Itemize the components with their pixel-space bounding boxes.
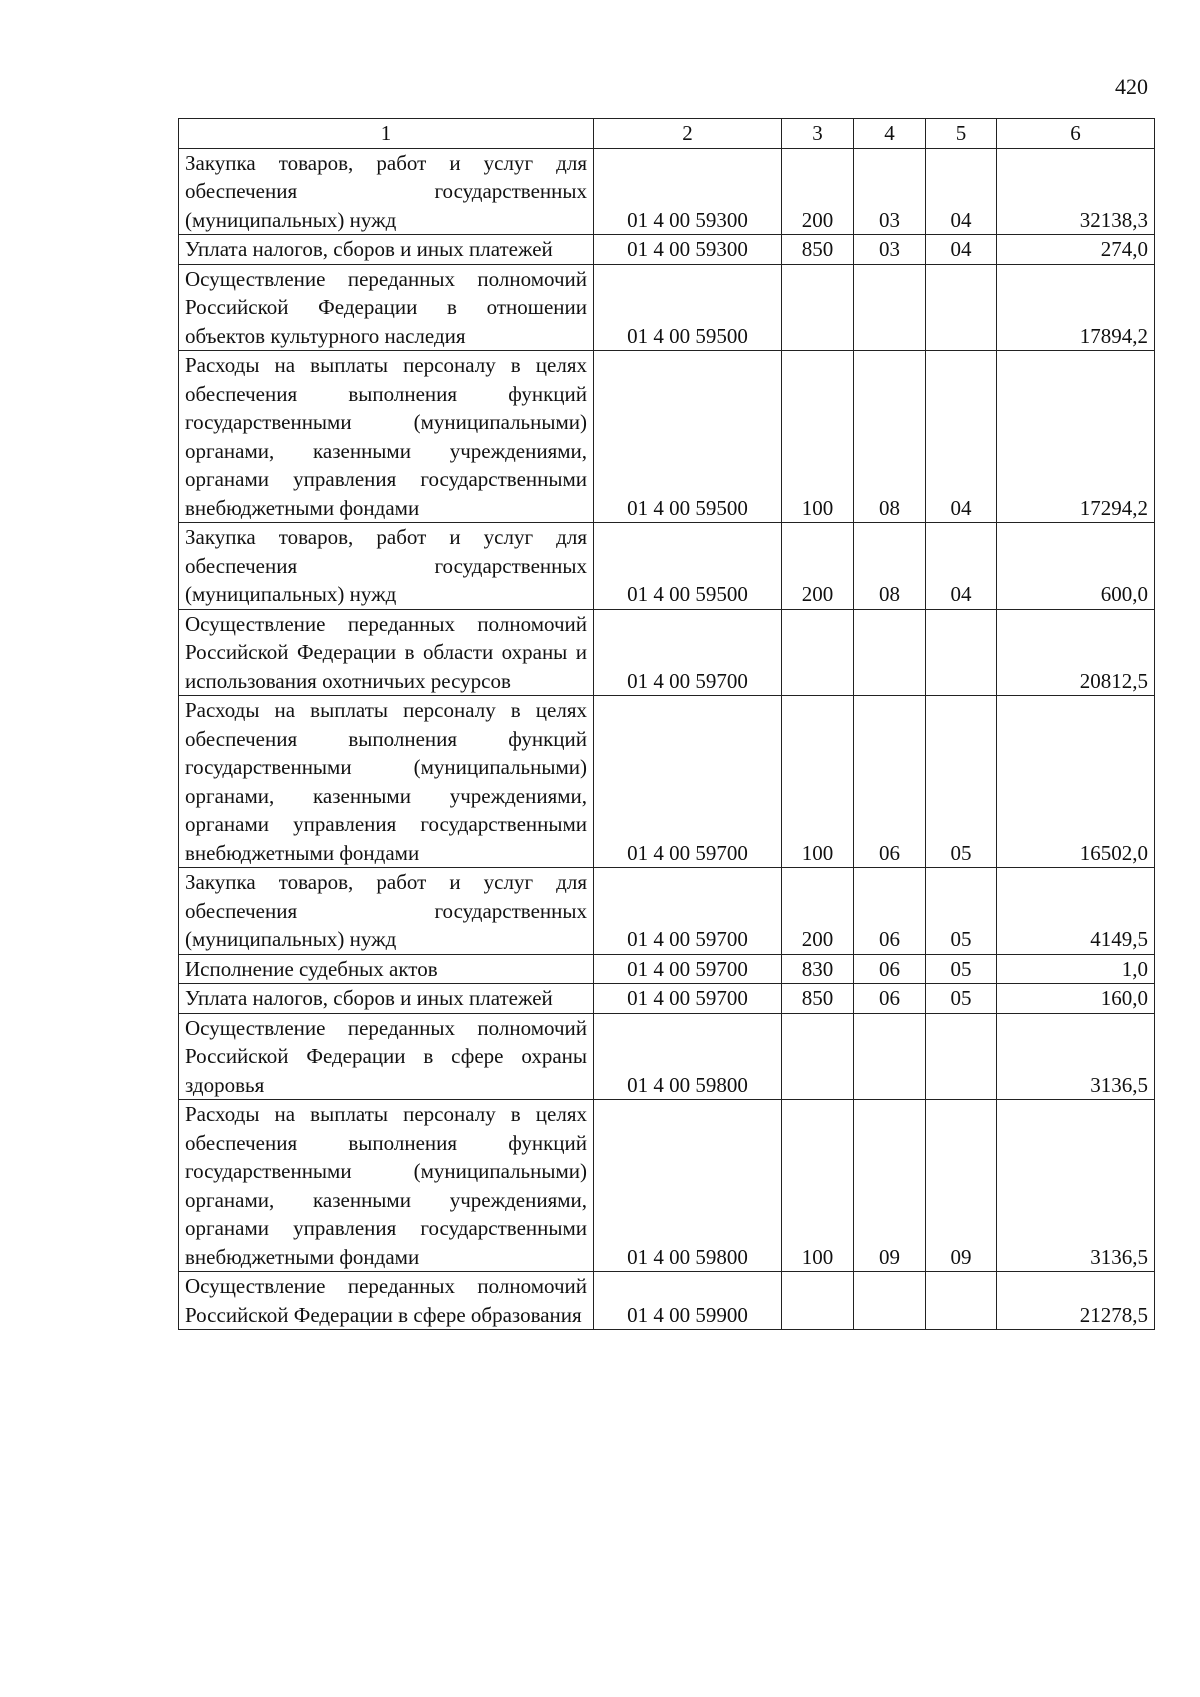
table-row (179, 1100, 1155, 1272)
subsection-cell: 09 (926, 1100, 997, 1272)
amount-cell: 3136,5 (997, 1100, 1155, 1272)
table-row (179, 1272, 1155, 1330)
target-code-cell: 01 4 00 59500 (594, 523, 782, 610)
section-cell: 09 (854, 1100, 926, 1272)
subsection-cell: 05 (926, 696, 997, 868)
expense-type-cell: 200 (782, 868, 854, 955)
subsection-cell: 05 (926, 868, 997, 955)
target-code-cell: 01 4 00 59800 (594, 1013, 782, 1100)
subsection-cell: 04 (926, 351, 997, 523)
table-row (179, 1013, 1155, 1100)
amount-cell: 1,0 (997, 954, 1155, 984)
expense-type-cell: 100 (782, 696, 854, 868)
section-cell (854, 1272, 926, 1330)
section-cell (854, 609, 926, 696)
table-row (179, 523, 1155, 610)
amount-cell: 17894,2 (997, 264, 1155, 351)
expense-type-cell: 200 (782, 523, 854, 610)
table-row (179, 148, 1155, 235)
description-cell: Осуществление переданных полномочий Российской Федерации в отношении объектов культурного наследия (179, 264, 594, 351)
expense-type-cell: 850 (782, 984, 854, 1014)
subsection-cell: 04 (926, 523, 997, 610)
section-cell: 03 (854, 235, 926, 265)
description-cell: Расходы на выплаты персоналу в целях обеспечения выполнения функций государственными (муниципальными) органами, казенными учреждениями, органами управления государственными внебюджетными фондами (179, 696, 594, 868)
amount-cell: 600,0 (997, 523, 1155, 610)
target-code-cell: 01 4 00 59500 (594, 264, 782, 351)
target-code-cell: 01 4 00 59900 (594, 1272, 782, 1330)
expense-type-cell: 830 (782, 954, 854, 984)
target-code-cell: 01 4 00 59700 (594, 868, 782, 955)
amount-cell: 274,0 (997, 235, 1155, 265)
expense-type-cell: 100 (782, 1100, 854, 1272)
description-cell: Расходы на выплаты персоналу в целях обеспечения выполнения функций государственными (муниципальными) органами, казенными учреждениями, органами управления государственными внебюджетными фондами (179, 351, 594, 523)
header-cell-2: 2 (594, 119, 782, 149)
table-body (179, 148, 1155, 1330)
amount-cell: 17294,2 (997, 351, 1155, 523)
description-cell: Исполнение судебных актов (179, 954, 594, 984)
description-cell: Осуществление переданных полномочий Российской Федерации в сфере образования (179, 1272, 594, 1330)
header-cell-4: 4 (854, 119, 926, 149)
subsection-cell: 04 (926, 148, 997, 235)
section-cell: 08 (854, 523, 926, 610)
subsection-cell: 05 (926, 954, 997, 984)
subsection-cell (926, 264, 997, 351)
table-row (179, 696, 1155, 868)
subsection-cell (926, 609, 997, 696)
header-cell-5: 5 (926, 119, 997, 149)
amount-cell: 32138,3 (997, 148, 1155, 235)
section-cell: 08 (854, 351, 926, 523)
subsection-cell (926, 1272, 997, 1330)
target-code-cell: 01 4 00 59300 (594, 148, 782, 235)
section-cell: 06 (854, 696, 926, 868)
section-cell: 03 (854, 148, 926, 235)
budget-table (178, 118, 1155, 1330)
table-row (179, 984, 1155, 1014)
table-row (179, 609, 1155, 696)
subsection-cell (926, 1013, 997, 1100)
expense-type-cell: 100 (782, 351, 854, 523)
table-row (179, 351, 1155, 523)
section-cell: 06 (854, 954, 926, 984)
table-row (179, 954, 1155, 984)
header-cell-6: 6 (997, 119, 1155, 149)
subsection-cell: 04 (926, 235, 997, 265)
amount-cell: 16502,0 (997, 696, 1155, 868)
target-code-cell: 01 4 00 59500 (594, 351, 782, 523)
description-cell: Уплата налогов, сборов и иных платежей (179, 984, 594, 1014)
expense-type-cell (782, 264, 854, 351)
amount-cell: 21278,5 (997, 1272, 1155, 1330)
header-cell-1: 1 (179, 119, 594, 149)
expense-type-cell (782, 609, 854, 696)
amount-cell: 3136,5 (997, 1013, 1155, 1100)
expense-type-cell: 200 (782, 148, 854, 235)
section-cell: 06 (854, 868, 926, 955)
section-cell (854, 264, 926, 351)
header-row (179, 119, 1155, 149)
amount-cell: 160,0 (997, 984, 1155, 1014)
section-cell (854, 1013, 926, 1100)
expense-type-cell (782, 1013, 854, 1100)
description-cell: Закупка товаров, работ и услуг для обеспечения государственных (муниципальных) нужд (179, 148, 594, 235)
target-code-cell: 01 4 00 59700 (594, 954, 782, 984)
subsection-cell: 05 (926, 984, 997, 1014)
amount-cell: 4149,5 (997, 868, 1155, 955)
target-code-cell: 01 4 00 59800 (594, 1100, 782, 1272)
description-cell: Расходы на выплаты персоналу в целях обеспечения выполнения функций государственными (муниципальными) органами, казенными учреждениями, органами управления государственными внебюджетными фондами (179, 1100, 594, 1272)
amount-cell: 20812,5 (997, 609, 1155, 696)
description-cell: Осуществление переданных полномочий Российской Федерации в сфере охраны здоровья (179, 1013, 594, 1100)
table-row (179, 264, 1155, 351)
target-code-cell: 01 4 00 59700 (594, 609, 782, 696)
table-row (179, 868, 1155, 955)
header-cell-3: 3 (782, 119, 854, 149)
description-cell: Закупка товаров, работ и услуг для обеспечения государственных (муниципальных) нужд (179, 523, 594, 610)
target-code-cell: 01 4 00 59700 (594, 984, 782, 1014)
section-cell: 06 (854, 984, 926, 1014)
target-code-cell: 01 4 00 59700 (594, 696, 782, 868)
description-cell: Осуществление переданных полномочий Российской Федерации в области охраны и использования охотничьих ресурсов (179, 609, 594, 696)
expense-type-cell (782, 1272, 854, 1330)
description-cell: Закупка товаров, работ и услуг для обеспечения государственных (муниципальных) нужд (179, 868, 594, 955)
target-code-cell: 01 4 00 59300 (594, 235, 782, 265)
page-number: 420 (1115, 74, 1148, 99)
description-cell: Уплата налогов, сборов и иных платежей (179, 235, 594, 265)
expense-type-cell: 850 (782, 235, 854, 265)
table-row (179, 235, 1155, 265)
